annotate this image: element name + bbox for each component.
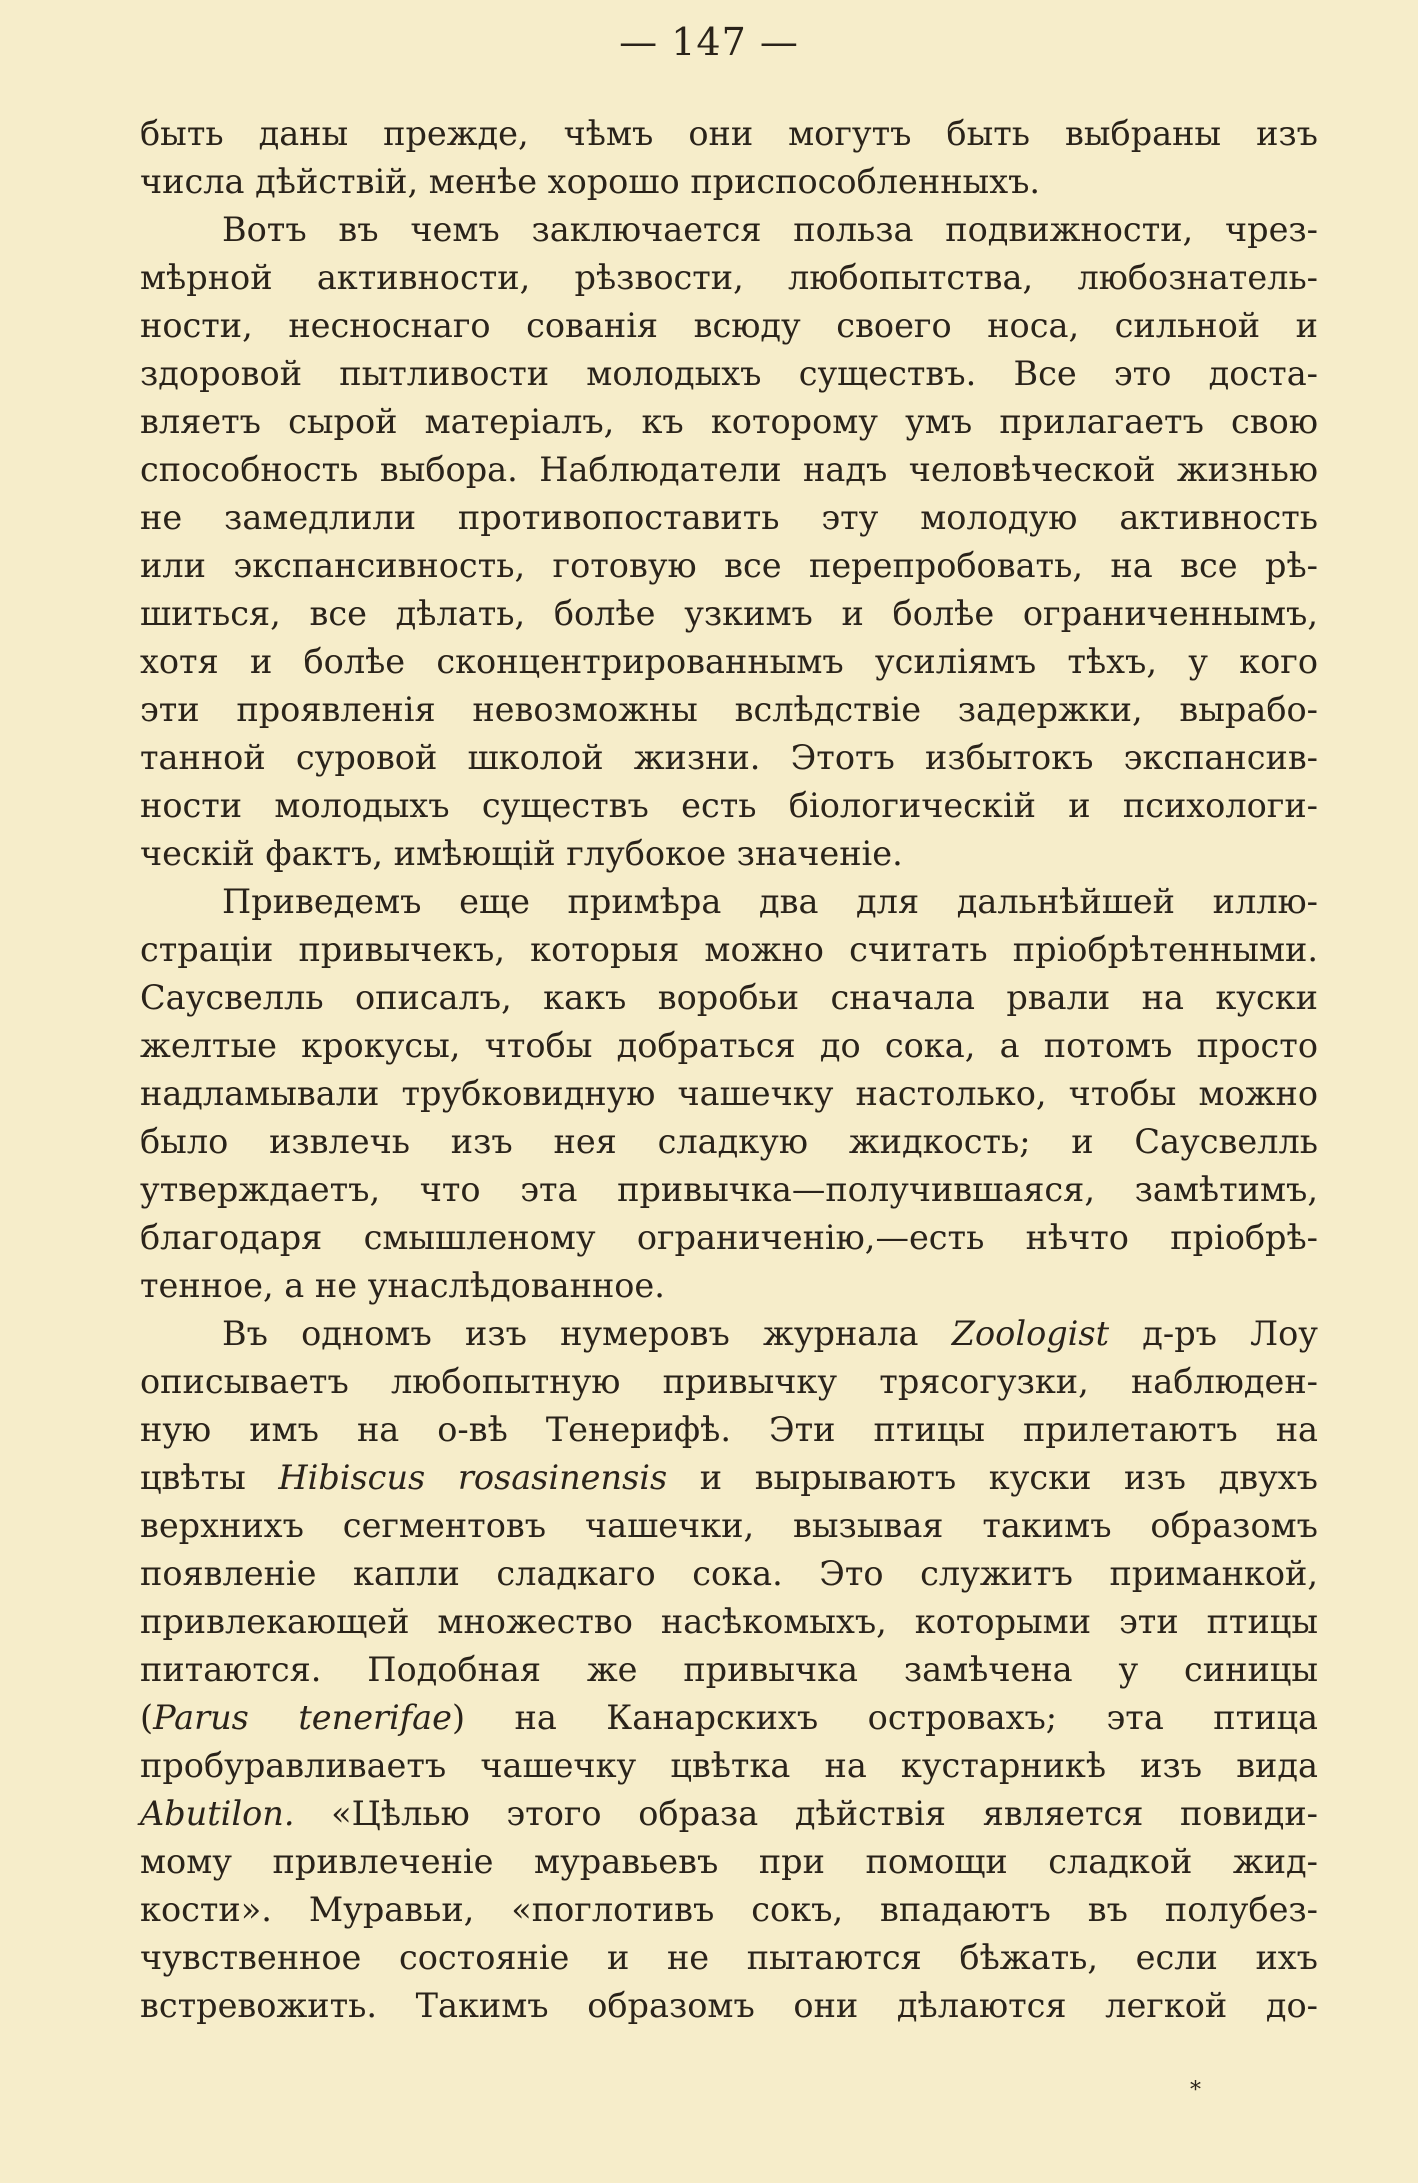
text-line: мѣрной активности, рѣзвости, любопытства, любознатель- <box>140 258 1318 297</box>
text-line: утверждаетъ, что эта привычка—получившаяся, замѣтимъ, <box>140 1170 1318 1209</box>
text-line: ности молодыхъ существъ есть біологическій и психологи- <box>140 786 1318 825</box>
text-line: описываетъ любопытную привычку трясогузки, наблюден- <box>140 1362 1318 1401</box>
line-text: ) на Канарскихъ островахъ; эта птица <box>451 1698 1318 1737</box>
text-line: встревожить. Такимъ образомъ они дѣлаются легкой до- <box>140 1986 1318 2025</box>
line-text: ( <box>140 1698 154 1737</box>
line-text: и вырываютъ куски изъ двухъ <box>667 1458 1318 1497</box>
text-line: чувственное состояніе и не пытаются бѣжать, если ихъ <box>140 1938 1318 1977</box>
line-text: д-ръ Лоу <box>1109 1314 1318 1353</box>
text-line: надламывали трубковидную чашечку настолько, чтобы можно <box>140 1074 1318 1113</box>
paragraph-start-line: Вотъ въ чемъ заключается польза подвижности, чрез- <box>222 210 1318 249</box>
text-line: ности, несноснаго сованія всюду своего носа, сильной и <box>140 306 1318 345</box>
text-line: кости». Муравьи, «поглотивъ сокъ, впадаютъ въ полубез- <box>140 1890 1318 1929</box>
text-line <box>140 1790 1318 1838</box>
text-line: желтые крокусы, чтобы добраться до сока, а потомъ просто <box>140 1026 1318 1065</box>
text-line: верхнихъ сегментовъ чашечки, вызывая такимъ образомъ <box>140 1506 1318 1545</box>
line-text: «Цѣлью этого образа дѣйствія является повиди- <box>294 1794 1318 1833</box>
text-line: Саусвелль описалъ, какъ воробьи сначала рвали на куски <box>140 978 1318 1017</box>
line-text: цвѣты <box>140 1458 279 1497</box>
paragraph-start-line: Приведемъ еще примѣра два для дальнѣйшей иллю- <box>222 882 1318 921</box>
text-line: или экспансивность, готовую все перепробовать, на все рѣ- <box>140 546 1318 585</box>
text-line: питаются. Подобная же привычка замѣчена у синицы <box>140 1650 1318 1689</box>
italic-term: Parus tenerifae <box>153 1698 452 1737</box>
paragraph-start-line <box>140 1310 1318 1358</box>
text-line: тенное, а не унаслѣдованное. <box>140 1266 665 1305</box>
line-text: Въ одномъ изъ нумеровъ журнала <box>222 1314 952 1353</box>
italic-term: Zoologist <box>951 1314 1110 1353</box>
text-line: мому привлеченіе муравьевъ при помощи сладкой жид- <box>140 1842 1318 1881</box>
text-line: числа дѣйствій, менѣе хорошо приспособленныхъ. <box>140 162 1041 201</box>
text-line: хотя и болѣе сконцентрированнымъ усиліямъ тѣхъ, у кого <box>140 642 1318 681</box>
text-line <box>140 1454 1318 1502</box>
body-text <box>140 110 1318 2030</box>
text-line: появленіе капли сладкаго сока. Это служитъ приманкой, <box>140 1554 1318 1593</box>
text-line <box>140 1694 1318 1742</box>
text-line: привлекающей множество насѣкомыхъ, которыми эти птицы <box>140 1602 1318 1641</box>
italic-term: Hibiscus rosasinensis <box>278 1458 668 1497</box>
text-line: пробуравливаетъ чашечку цвѣтка на кустарникѣ изъ вида <box>140 1746 1318 1785</box>
text-line: быть даны прежде, чѣмъ они могутъ быть выбраны изъ <box>140 114 1318 153</box>
text-line: было извлечь изъ нея сладкую жидкость; и Саусвелль <box>140 1122 1318 1161</box>
text-line: эти проявленія невозможны вслѣдствіе задержки, вырабо- <box>140 690 1318 729</box>
footer-mark: * <box>1190 2078 1201 2103</box>
text-line: способность выбора. Наблюдатели надъ человѣческой жизнью <box>140 450 1318 489</box>
text-line: вляетъ сырой матеріалъ, къ которому умъ прилагаетъ свою <box>140 402 1318 441</box>
text-line: ную имъ на о-вѣ Тенерифѣ. Эти птицы прилетаютъ на <box>140 1410 1318 1449</box>
text-line: страціи привычекъ, которыя можно считать пріобрѣтенными. <box>140 930 1318 969</box>
text-line: танной суровой школой жизни. Этотъ избытокъ экспансив- <box>140 738 1318 777</box>
text-line: не замедлили противопоставить эту молодую активность <box>140 498 1318 537</box>
text-line: здоровой пытливости молодыхъ существъ. Все это доста- <box>140 354 1318 393</box>
italic-term: Abutilon. <box>140 1794 295 1833</box>
text-line: шиться, все дѣлать, болѣе узкимъ и болѣе ограниченнымъ, <box>140 594 1318 633</box>
page-number: — 147 — <box>619 20 799 64</box>
text-line: ческій фактъ, имѣющій глубокое значеніе. <box>140 834 903 873</box>
text-line: благодаря смышленому ограниченію,—есть нѣчто пріобрѣ- <box>140 1218 1318 1257</box>
